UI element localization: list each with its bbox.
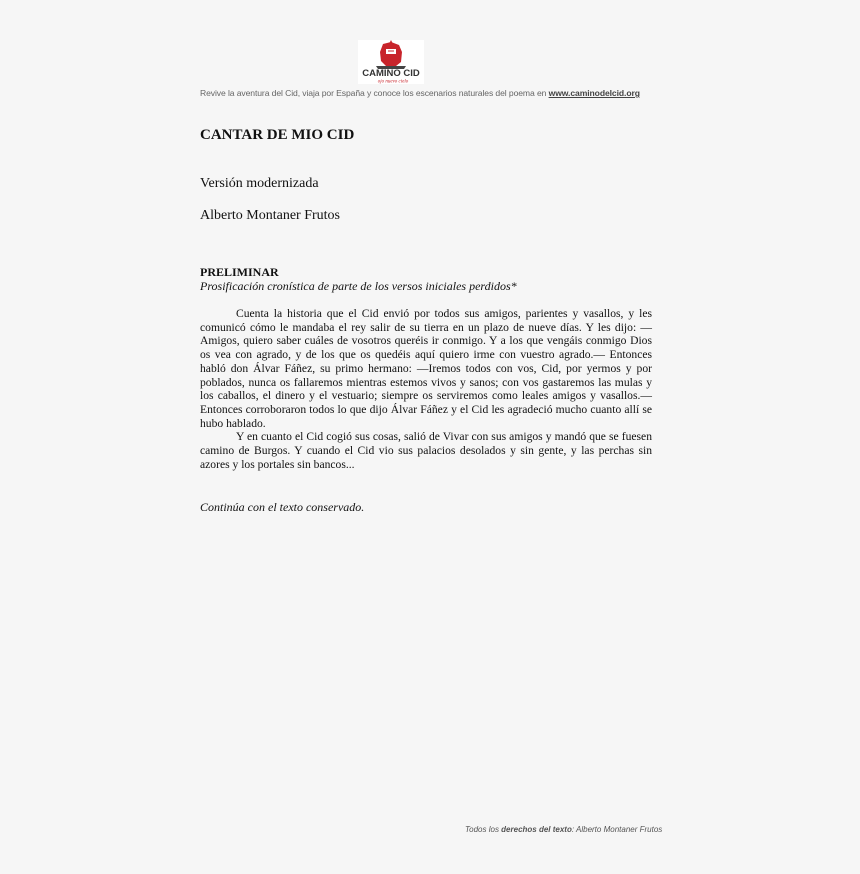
continue-note: Continúa con el texto conservado. [200,500,365,514]
footer-suffix: : Alberto Montaner Frutos [571,825,663,834]
section-body [200,307,652,471]
preliminar-section [200,265,652,471]
camino-cid-logo [358,40,424,84]
copyright-footer [465,825,662,834]
footer-bold: derechos del texto [501,825,572,834]
paragraph: Cuenta la historia que el Cid envió por todos sus amigos, parientes y vasallos, y les comunicó cómo le mandaba el rey salir de su tierra en un plazo de nueve días. Y les dijo: — Amigos, quiero saber cuáles de vosotros queréis ir conmigo. Y a los que vengáis conmigo Dios os vea con agrado, y de los que os quedéis aquí quiero irme con vuestro agrado.— Entonces habló don Álvar Fáñez, su primo hermano: —Iremos todos con vos, Cid, por yermos y por poblados, nunca os fallaremos mientras estemos vivos y sanos; con vos gastaremos las mulas y los caballos, el dinero y el vestuario; siempre os serviremos como leales amigos y vasallos.— Entonces corroboraron todos lo que dijo Álvar Fáñez y el Cid les agradeció mucho cuanto allí se hubo hablado. [200,307,652,430]
document-title: CANTAR DE MIO CID [200,127,355,143]
logo-motto: ojo nuevo cielo [377,79,409,84]
website-link[interactable]: www.caminodelcid.org [548,88,640,98]
author-name: Alberto Montaner Frutos [200,208,340,223]
section-heading: PRELIMINAR [200,265,279,279]
tagline-text: Revive la aventura del Cid, viaja por España y conoce los escenarios naturales del poema en [200,88,549,98]
section-subheading: Prosificación cronística de parte de los versos iniciales perdidos* [200,279,517,293]
tagline [200,88,670,98]
logo-brand: CAMINO CID [362,68,420,79]
version-subtitle: Versión modernizada [200,176,319,191]
footer-prefix: Todos los [465,825,502,834]
helmet-logo-icon [358,40,424,84]
paragraph: Y en cuanto el Cid cogió sus cosas, salió de Vivar con sus amigos y mandó que se fuesen camino de Burgos. Y cuando el Cid vio sus palacios desolados y sin gente, y las perchas sin azores y los portales sin bancos... [200,430,652,471]
